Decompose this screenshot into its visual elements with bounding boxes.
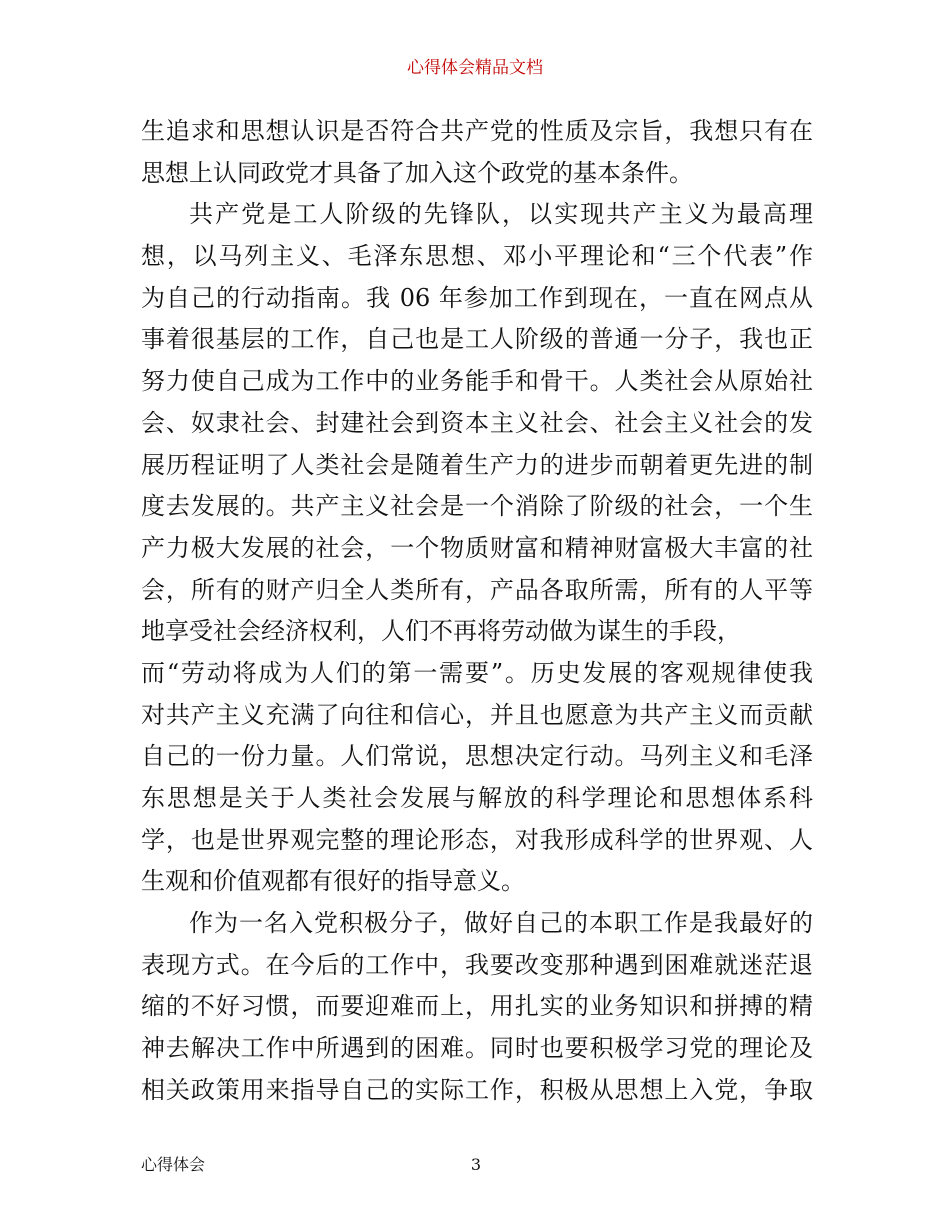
footer-label: 心得体会	[141, 1155, 206, 1174]
text-line: 事着很基层的工作，自己也是工人阶级的普通一分子，我也正	[141, 325, 813, 354]
text-line: 表现方式。在今后的工作中，我要改变那种遇到困难就迷茫退	[141, 950, 813, 979]
text-line: 学，也是世界观完整的理论形态，对我形成科学的世界观、人	[141, 825, 813, 854]
text-line: 会、奴隶社会、封建社会到资本主义社会、社会主义社会的发	[141, 408, 813, 437]
text-line: 而“劳动将成为人们的第一需要”。历史发展的客观规律使我	[141, 658, 813, 687]
text-line: 度去发展的。共产主义社会是一个消除了阶级的社会，一个生	[141, 492, 813, 521]
text-line: 神去解决工作中所遇到的困难。同时也要积极学习党的理论及	[141, 1034, 813, 1063]
text-line: 思想上认同政党才具备了加入这个政党的基本条件。	[141, 158, 693, 187]
text-line: 生追求和思想认识是否符合共产党的性质及宗旨，我想只有在	[141, 117, 813, 145]
text-line: 生观和价值观都有很好的指导意义。	[141, 867, 525, 896]
document-body	[141, 111, 813, 1112]
text-line: 努力使自己成为工作中的业务能手和骨干。人类社会从原始社	[141, 367, 813, 396]
text-line: 想，以马列主义、毛泽东思想、邓小平理论和“三个代表”作	[141, 242, 813, 271]
text-line: 会，所有的财产归全人类所有，产品各取所需，所有的人平等	[141, 575, 813, 604]
text-line: 共产党是工人阶级的先锋队，以实现共产主义为最高理	[189, 200, 813, 229]
text-line: 地享受社会经济权利，人们不再将劳动做为谋生的手段，	[141, 617, 741, 646]
text-line: 自己的一份力量。人们常说，思想决定行动。马列主义和毛泽	[141, 742, 813, 771]
text-line: 为自己的行动指南。我 06 年参加工作到现在，一直在网点从	[141, 283, 813, 312]
text-line: 相关政策用来指导自己的实际工作，积极从思想上入党，争取	[141, 1075, 813, 1104]
text-line: 展历程证明了人类社会是随着生产力的进步而朝着更先进的制	[141, 450, 813, 479]
text-line: 产力极大发展的社会，一个物质财富和精神财富极大丰富的社	[141, 533, 813, 562]
page-number: 3	[470, 1155, 482, 1174]
text-line: 对共产主义充满了向往和信心，并且也愿意为共产主义而贡献	[141, 700, 813, 729]
text-line: 作为一名入党积极分子，做好自己的本职工作是我最好的	[189, 909, 813, 938]
text-line: 缩的不好习惯，而要迎难而上，用扎实的业务知识和拼搏的精	[141, 992, 813, 1021]
text-line: 东思想是关于人类社会发展与解放的科学理论和思想体系科	[141, 784, 813, 812]
page-header-title: 心得体会精品文档	[407, 58, 543, 78]
